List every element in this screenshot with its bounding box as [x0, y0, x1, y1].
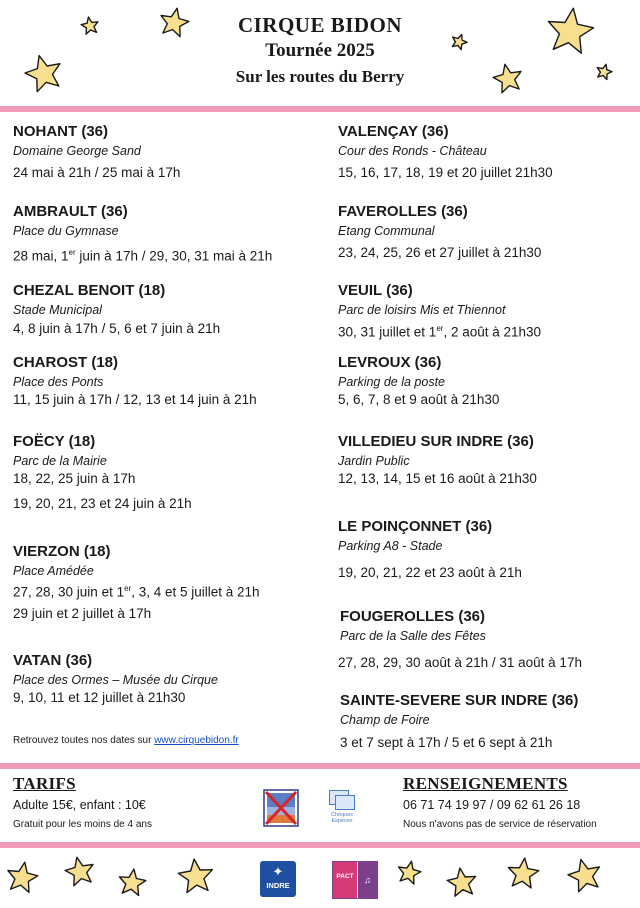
- website-note: [13, 735, 239, 746]
- event-date: 27, 28, 29, 30 août à 21h / 31 août à 17h: [338, 655, 582, 670]
- poster-subtitle: Tournée 2025: [265, 40, 375, 61]
- event-date: 3 et 7 sept à 17h / 5 et 6 sept à 21h: [340, 735, 553, 750]
- star-icon: [565, 856, 605, 896]
- event-city: SAINTE-SEVERE SUR INDRE (36): [340, 692, 579, 709]
- event-place: Parking de la poste: [338, 375, 446, 389]
- event-date: 18, 22, 25 juin à 17h: [13, 471, 136, 486]
- event-date: 4, 8 juin à 17h / 5, 6 et 7 juin à 21h: [13, 321, 221, 336]
- event-right-1: [338, 202, 640, 260]
- event-date: 15, 16, 17, 18, 19 et 20 juillet 21h30: [338, 165, 553, 180]
- event-city: FAVEROLLES (36): [338, 203, 468, 220]
- event-place: Parc de la Mairie: [13, 454, 107, 468]
- star-icon: [115, 866, 149, 900]
- event-place: Parc de loisirs Mis et Thiennot: [338, 303, 506, 317]
- event-left-5: [13, 542, 323, 621]
- star-icon: [394, 858, 424, 888]
- event-date: 24 mai à 21h / 25 mai à 17h: [13, 165, 181, 180]
- event-place: Place Amédée: [13, 564, 94, 578]
- renseignements-note: Nous n'avons pas de service de réservation: [403, 819, 597, 830]
- top-divider: [0, 106, 640, 112]
- partner-logo-ancv: [263, 789, 299, 832]
- event-date: 30, 31 juillet et 1er, 2 août à 21h30: [338, 324, 542, 340]
- event-left-1: [13, 202, 323, 264]
- event-left-6: [13, 651, 323, 705]
- event-right-5: [338, 517, 640, 580]
- event-city: VILLEDIEU SUR INDRE (36): [338, 433, 534, 450]
- event-date: 28 mai, 1er juin à 17h / 29, 30, 31 mai à 21h: [13, 248, 273, 264]
- bottom-divider: [0, 842, 640, 848]
- event-city: NOHANT (36): [13, 123, 109, 140]
- star-icon: [504, 855, 542, 893]
- renseignements-phones: 06 71 74 19 97 / 09 62 61 26 18: [403, 798, 581, 812]
- event-place: Place du Gymnase: [13, 224, 119, 238]
- website-text: Retrouvez toutes nos dates sur: [13, 735, 152, 746]
- event-city: CHEZAL BENOIT (18): [13, 282, 166, 299]
- event-date: 9, 10, 11 et 12 juillet à 21h30: [13, 690, 186, 705]
- event-city: VALENÇAY (36): [338, 123, 449, 140]
- event-right-7: [340, 691, 640, 750]
- event-place: Stade Municipal: [13, 303, 102, 317]
- event-left-0: [13, 122, 323, 180]
- star-icon: [444, 865, 480, 901]
- event-left-4: [13, 432, 323, 511]
- event-place: Cour des Ronds - Château: [338, 144, 487, 158]
- poster-header: [0, 12, 640, 90]
- event-city: AMBRAULT (36): [13, 203, 128, 220]
- event-place: Parking A8 - Stade: [338, 539, 443, 553]
- event-place: Champ de Foire: [340, 713, 430, 727]
- event-city: CHAROST (18): [13, 354, 119, 371]
- event-place: Parc de la Salle des Fêtes: [340, 629, 486, 643]
- middle-divider: [0, 763, 640, 769]
- event-date: 27, 28, 30 juin et 1er, 3, 4 et 5 juillet à 21h: [13, 584, 260, 600]
- event-city: VATAN (36): [13, 652, 93, 669]
- event-date: 19, 20, 21, 22 et 23 août à 21h: [338, 565, 522, 580]
- tarifs-title: TARIFS: [13, 774, 76, 793]
- event-date: 12, 13, 14, 15 et 16 août à 21h30: [338, 471, 537, 486]
- website-link[interactable]: www.cirquebidon.fr: [154, 735, 239, 746]
- star-icon: [3, 859, 41, 897]
- poster-tagline: Sur les routes du Berry: [235, 67, 405, 86]
- event-date: 11, 15 juin à 17h / 12, 13 et 14 juin à 21h: [13, 392, 257, 407]
- event-date: 23, 24, 25, 26 et 27 juillet à 21h30: [338, 245, 542, 260]
- event-city: VEUIL (36): [338, 282, 413, 299]
- music-icon: ♫: [358, 862, 377, 898]
- event-place: Etang Communal: [338, 224, 435, 238]
- event-place: Jardin Public: [338, 454, 410, 468]
- event-city: FOUGEROLLES (36): [340, 608, 486, 625]
- event-left-3: [13, 353, 323, 407]
- star-icon: [175, 856, 217, 898]
- renseignements-title: RENSEIGNEMENTS: [403, 774, 568, 793]
- event-place: Place des Ormes – Musée du Cirque: [13, 673, 218, 687]
- pact-logo: [332, 861, 378, 899]
- star-icon: [62, 854, 98, 890]
- partner-logo-cheque: [324, 790, 360, 828]
- event-date: 19, 20, 21, 23 et 24 juin à 21h: [13, 496, 192, 511]
- event-city: FOËCY (18): [13, 433, 96, 450]
- event-date: 5, 6, 7, 8 et 9 août à 21h30: [338, 392, 500, 407]
- cheque-label: Chèques Espèces: [330, 812, 354, 824]
- event-right-3: [338, 353, 640, 407]
- event-place: Domaine George Sand: [13, 144, 141, 158]
- event-right-2: [338, 281, 640, 340]
- event-city: LEVROUX (36): [338, 354, 442, 371]
- event-city: LE POINÇONNET (36): [338, 518, 493, 535]
- tarifs-free: Gratuit pour les moins de 4 ans: [13, 819, 152, 830]
- event-right-0: [338, 122, 640, 180]
- event-right-4: [338, 432, 640, 486]
- bird-icon: ✦: [272, 864, 284, 879]
- indre-label: INDRE: [266, 881, 290, 890]
- event-right-6: [338, 607, 640, 670]
- indre-logo: [260, 861, 296, 897]
- event-city: VIERZON (18): [13, 543, 111, 560]
- event-place: Place des Ponts: [13, 375, 104, 389]
- poster-title: CIRQUE BIDON: [237, 13, 403, 37]
- event-left-2: [13, 281, 323, 336]
- tarifs-prices: Adulte 15€, enfant : 10€: [13, 798, 146, 812]
- event-date: 29 juin et 2 juillet à 17h: [13, 606, 152, 621]
- pact-label: PACT: [333, 862, 357, 898]
